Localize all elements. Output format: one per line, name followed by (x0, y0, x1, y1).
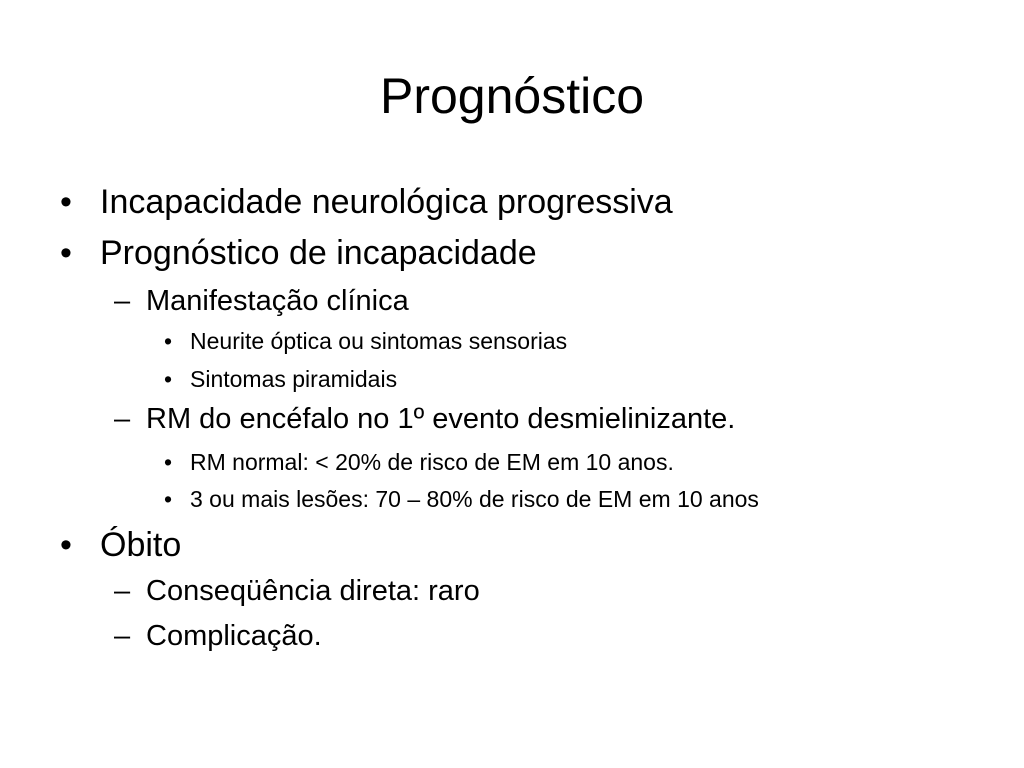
sub-sub-item-text: RM normal: < 20% de risco de EM em 10 anos. (190, 449, 674, 475)
bullet-marker: • (164, 449, 173, 475)
bullet-item (60, 525, 182, 565)
sub-item-text: Conseqüência direta: raro (146, 575, 480, 607)
slide-title: Prognóstico (379, 68, 645, 124)
bullet-marker: • (60, 234, 72, 272)
sub-sub-item-text: 3 ou mais lesões: 70 – 80% de risco de EM em 10 anos (190, 486, 759, 512)
dash-marker: – (114, 285, 131, 317)
bullet-item (60, 182, 673, 222)
sub-item-text: RM do encéfalo no 1º evento desmielinizante. (146, 403, 736, 435)
bullet-marker: • (60, 183, 72, 221)
bullet-marker: • (164, 366, 173, 392)
sub-sub-item (164, 326, 568, 356)
bullet-text: Incapacidade neurológica progressiva (100, 183, 673, 221)
sub-item (114, 283, 409, 319)
sub-sub-item (164, 447, 674, 477)
sub-item (114, 573, 480, 609)
bullet-text: Prognóstico de incapacidade (100, 234, 537, 272)
dash-marker: – (114, 575, 131, 607)
bullet-marker: • (164, 328, 173, 354)
dash-marker: – (114, 403, 131, 435)
sub-sub-item-text: Sintomas piramidais (190, 366, 398, 392)
sub-sub-item-text: Neurite óptica ou sintomas sensorias (190, 328, 568, 354)
sub-item-text: Manifestação clínica (146, 285, 409, 317)
sub-sub-item (164, 364, 398, 394)
sub-item (114, 401, 736, 437)
sub-item (114, 618, 322, 654)
bullet-text: Óbito (100, 526, 182, 564)
sub-sub-item (164, 484, 759, 514)
bullet-marker: • (60, 526, 72, 564)
sub-item-text: Complicação. (146, 620, 322, 652)
dash-marker: – (114, 620, 131, 652)
bullet-item (60, 233, 537, 273)
bullet-marker: • (164, 486, 173, 512)
